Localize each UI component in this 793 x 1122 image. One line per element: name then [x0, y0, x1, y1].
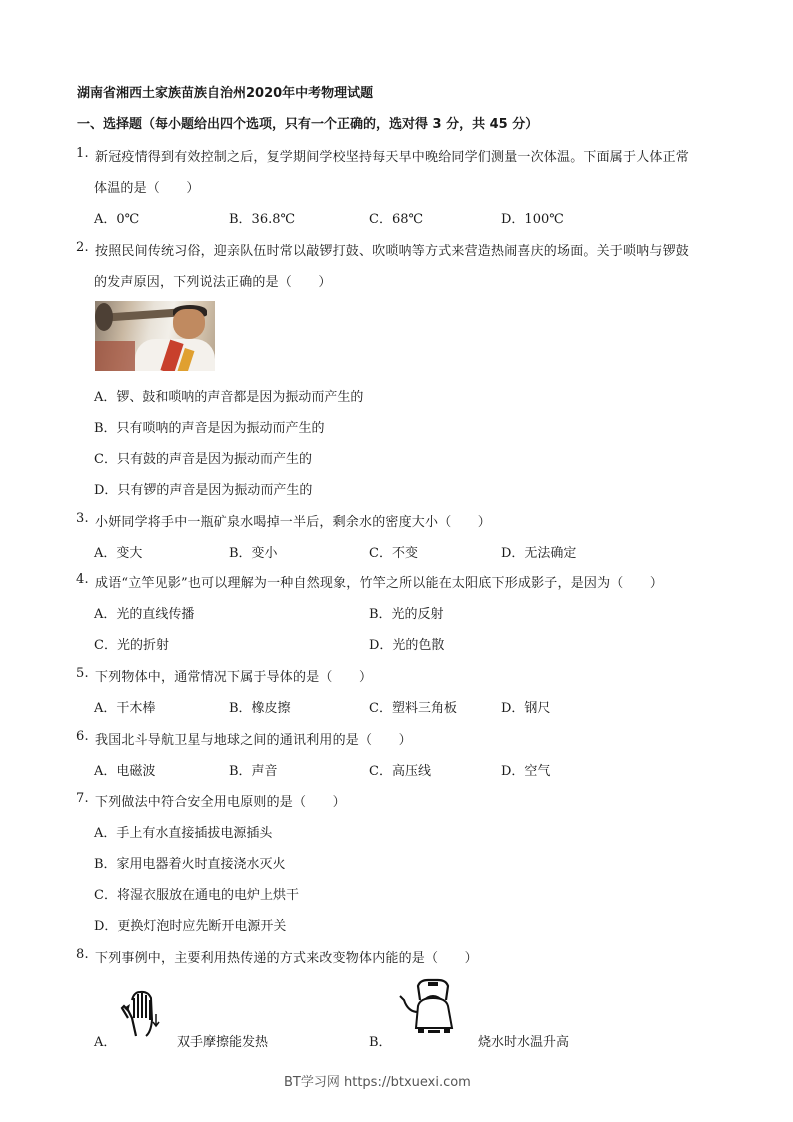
option-d[interactable]: D．光的色散	[369, 638, 445, 653]
question-text-cont: 的发声原因，下列说法正确的是（ ）	[94, 275, 332, 290]
option-a[interactable]: A．锣、鼓和唢呐的声音都是因为振动而产生的	[94, 390, 364, 405]
question-text: 新冠疫情得到有效控制之后，复学期间学校坚持每天早中晚给同学们测量一次体温。下面属于人体正常	[95, 150, 690, 165]
question-number: 1.	[76, 146, 89, 161]
footer-watermark: BT学习网 https://btxuexi.com	[284, 1075, 471, 1090]
question-text-cont: 体温的是（ ）	[94, 181, 200, 196]
option-c[interactable]: C．光的折射	[94, 638, 169, 653]
option-b[interactable]: B．家用电器着火时直接浇水灭火	[94, 857, 286, 872]
question-number: 2.	[76, 240, 89, 255]
question-text: 下列做法中符合安全用电原则的是（ ）	[95, 795, 346, 810]
option-b[interactable]: B．变小	[229, 546, 278, 561]
option-b[interactable]: B．光的反射	[369, 607, 444, 622]
option-a[interactable]: A．手上有水直接插拔电源插头	[94, 826, 273, 841]
question-number: 8.	[76, 947, 89, 962]
option-label: A．	[94, 1035, 117, 1050]
option-c[interactable]: C．只有鼓的声音是因为振动而产生的	[94, 452, 312, 467]
question-number: 4.	[76, 572, 89, 587]
question-number: 3.	[76, 511, 89, 526]
option-d[interactable]: D．只有锣的声音是因为振动而产生的	[94, 483, 313, 498]
question-text: 按照民间传统习俗，迎亲队伍时常以敲锣打鼓、吹唢呐等方式来营造热闹喜庆的场面。关于唢呐与锣鼓	[95, 244, 690, 259]
question-text: 我国北斗导航卫星与地球之间的通讯利用的是（ ）	[95, 733, 412, 748]
option-a[interactable]: A．光的直线传播	[94, 607, 195, 622]
option-a[interactable]: A．0℃	[94, 212, 140, 227]
question-text: 下列物体中，通常情况下属于导体的是（ ）	[95, 670, 373, 685]
option-c[interactable]: C．将湿衣服放在通电的电炉上烘干	[94, 888, 299, 903]
option-c[interactable]: C．高压线	[369, 764, 431, 779]
question-text: 小妍同学将手中一瓶矿泉水喝掉一半后，剩余水的密度大小（ ）	[95, 515, 492, 530]
option-text: 双手摩擦能发热	[177, 1035, 269, 1050]
option-b[interactable]: B．36.8℃	[229, 212, 296, 227]
option-b[interactable]: B．声音	[229, 764, 278, 779]
option-c[interactable]: C．不变	[369, 546, 418, 561]
option-d[interactable]: D．空气	[501, 764, 551, 779]
question-text: 成语“立竿见影”也可以理解为一种自然现象，竹竿之所以能在太阳底下形成影子，是因为（ ）	[95, 576, 664, 591]
option-d[interactable]: D．钢尺	[501, 701, 551, 716]
option-b[interactable]: B．只有唢呐的声音是因为振动而产生的	[94, 421, 325, 436]
option-c[interactable]: C．68℃	[369, 212, 424, 227]
question-number: 6.	[76, 729, 89, 744]
option-d[interactable]: D．更换灯泡时应先断开电源开关	[94, 919, 287, 934]
option-c[interactable]: C．塑料三角板	[369, 701, 457, 716]
option-d[interactable]: D．100℃	[501, 212, 564, 227]
document-title: 湖南省湘西土家族苗族自治州2020年中考物理试题	[77, 86, 374, 101]
question-number: 7.	[76, 791, 89, 806]
kettle-icon	[398, 976, 464, 1042]
option-a[interactable]: A．干木棒	[94, 701, 156, 716]
option-b[interactable]: B．橡皮擦	[229, 701, 291, 716]
option-label: B．	[369, 1035, 392, 1050]
question-number: 5.	[76, 666, 89, 681]
suona-player-photo	[95, 301, 215, 371]
question-text: 下列事例中，主要利用热传递的方式来改变物体内能的是（ ）	[95, 951, 478, 966]
section-heading: 一、选择题（每小题给出四个选项，只有一个正确的，选对得 3 分，共 45 分）	[77, 117, 539, 132]
option-a[interactable]: A．电磁波	[94, 764, 156, 779]
option-d[interactable]: D．无法确定	[501, 546, 577, 561]
hands-rubbing-icon	[118, 988, 164, 1038]
option-a[interactable]: A．变大	[94, 546, 143, 561]
option-text: 烧水时水温升高	[478, 1035, 570, 1050]
